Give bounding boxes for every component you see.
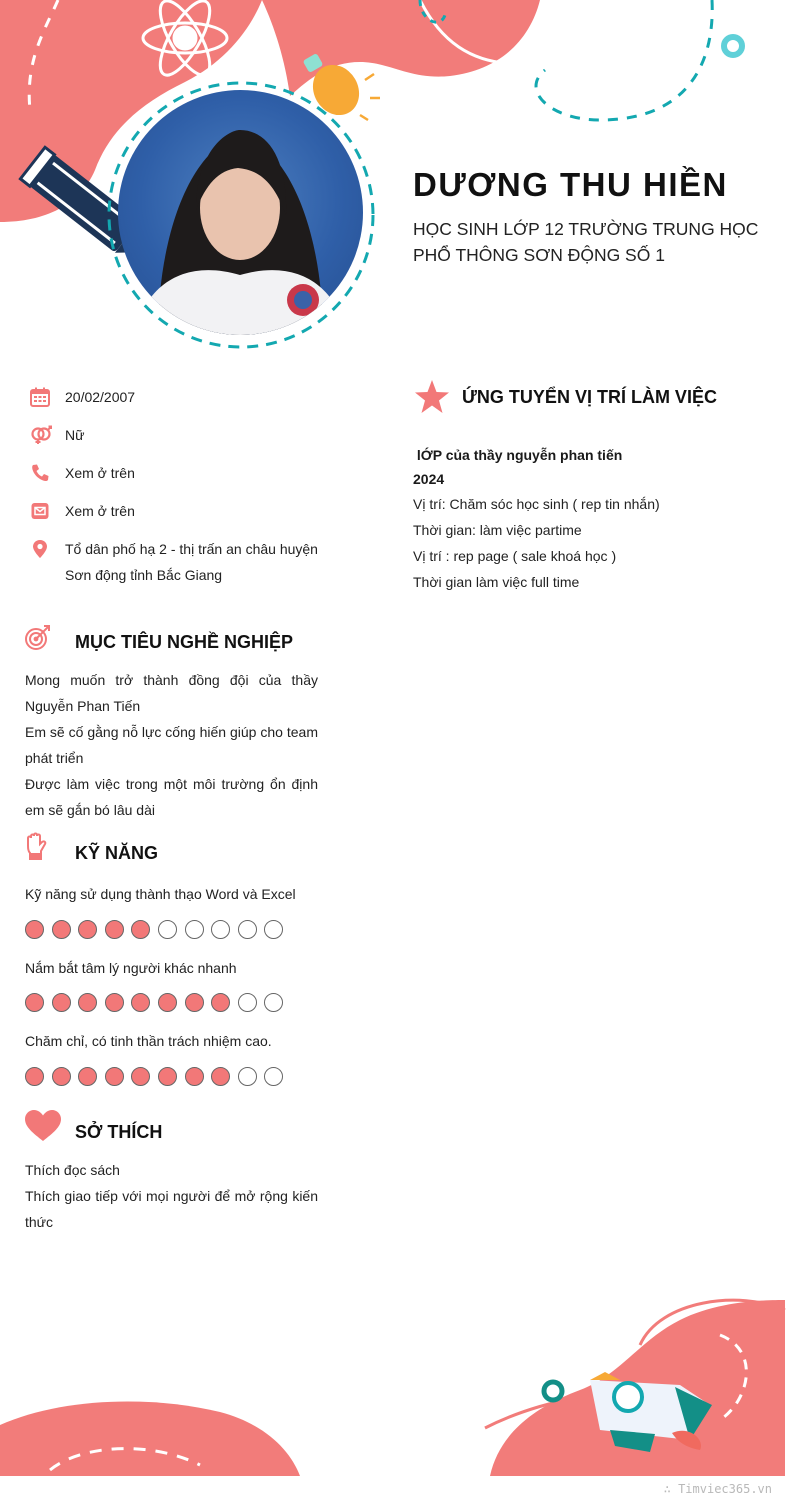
rating-dot-filled [185, 993, 204, 1012]
rating-dot-filled [78, 1067, 97, 1086]
position-line: Thời gian: làm việc partime [413, 522, 582, 538]
contact-email-text: Xem ở trên [65, 503, 135, 519]
rating-dot-filled [25, 1067, 44, 1086]
rating-dot-filled [52, 1067, 71, 1086]
rating-dot-filled [131, 993, 150, 1012]
phone-icon [30, 463, 50, 483]
contact-address-text: Tổ dân phố hạ 2 - thị trấn an châu huyện Sơn động tỉnh Bắc Giang [65, 541, 318, 583]
position-line: Vị trí: Chăm sóc học sinh ( rep tin nhắn) [413, 496, 660, 512]
rating-dot-empty [238, 1067, 257, 1086]
hobby-item: Thích đọc sách [25, 1162, 120, 1178]
rating-dot-empty [238, 920, 257, 939]
rating-dot-filled [211, 1067, 230, 1086]
location-icon [30, 539, 50, 559]
objective-paragraph: Mong muốn trở thành đồng đội của thầy Nguyễn Phan Tiến [25, 672, 318, 714]
rating-dot-filled [52, 993, 71, 1012]
calendar-icon [30, 387, 50, 407]
rating-dot-filled [25, 993, 44, 1012]
skill-name: Kỹ năng sử dụng thành thạo Word và Excel [25, 886, 296, 902]
hand-icon [25, 832, 47, 862]
rating-dot-empty [211, 920, 230, 939]
profile-photo-image [118, 90, 363, 335]
rating-dot-filled [131, 920, 150, 939]
rating-dot-filled [131, 1067, 150, 1086]
rating-dot-empty [185, 920, 204, 939]
rating-dot-filled [78, 920, 97, 939]
candidate-name: DƯƠNG THU HIỀN [413, 166, 728, 203]
position-title: ỨNG TUYỂN VỊ TRÍ LÀM VIỆC [462, 387, 717, 407]
rating-dot-empty [238, 993, 257, 1012]
target-icon [25, 624, 51, 650]
skills-title: KỸ NĂNG [75, 843, 159, 863]
skill-rating [25, 993, 283, 1017]
profile-photo [118, 90, 363, 335]
objective-title: MỤC TIÊU NGHỀ NGHIỆP [75, 632, 294, 652]
rating-dot-empty [264, 920, 283, 939]
rating-dot-filled [211, 993, 230, 1012]
rating-dot-empty [264, 1067, 283, 1086]
hobby-item: Thích giao tiếp với mọi người để mở rộng kiến thức [25, 1188, 318, 1230]
skill-rating [25, 920, 283, 944]
gender-icon [30, 425, 52, 445]
rating-dot-filled [158, 1067, 177, 1086]
rating-dot-filled [25, 920, 44, 939]
rating-dot-empty [264, 993, 283, 1012]
hobbies-title: SỞ THÍCH [75, 1122, 163, 1142]
contact-gender-text: Nữ [65, 427, 85, 443]
rating-dot-filled [105, 993, 124, 1012]
rating-dot-filled [105, 1067, 124, 1086]
objective-paragraph: Được làm việc trong một môi trường ổn định em sẽ gắn bó lâu dài [25, 776, 318, 818]
heart-icon [25, 1110, 61, 1142]
skill-rating [25, 1067, 283, 1091]
position-line: Thời gian làm việc full time [413, 574, 580, 590]
rating-dot-filled [52, 920, 71, 939]
position-org: lỚP của thầy nguyễn phan tiến [413, 447, 623, 463]
star-icon [414, 380, 450, 414]
watermark: ∴ Timviec365.vn [663, 1482, 772, 1496]
skill-name: Nắm bắt tâm lý người khác nhanh [25, 960, 237, 976]
position-details [413, 491, 783, 595]
rating-dot-filled [105, 920, 124, 939]
candidate-subtitle: HỌC SINH LỚP 12 TRƯỜNG TRUNG HỌC PHỔ THÔNG SƠN ĐỘNG SỐ 1 [413, 219, 759, 265]
objective-paragraph: Em sẽ cố gằng nỗ lực cống hiến giúp cho team phát triển [25, 724, 318, 766]
position-line: Vị trí : rep page ( sale khoá học ) [413, 548, 617, 564]
rating-dot-filled [185, 1067, 204, 1086]
contact-phone-text: Xem ở trên [65, 465, 135, 481]
position-year: 2024 [413, 471, 445, 487]
email-icon [30, 501, 50, 521]
rating-dot-filled [158, 993, 177, 1012]
rating-dot-empty [158, 920, 177, 939]
skill-name: Chăm chỉ, có tinh thần trách nhiệm cao. [25, 1033, 272, 1049]
hobbies-body [25, 1157, 318, 1235]
objective-body [25, 667, 318, 823]
rating-dot-filled [78, 993, 97, 1012]
contact-birthdate-text: 20/02/2007 [65, 389, 136, 405]
